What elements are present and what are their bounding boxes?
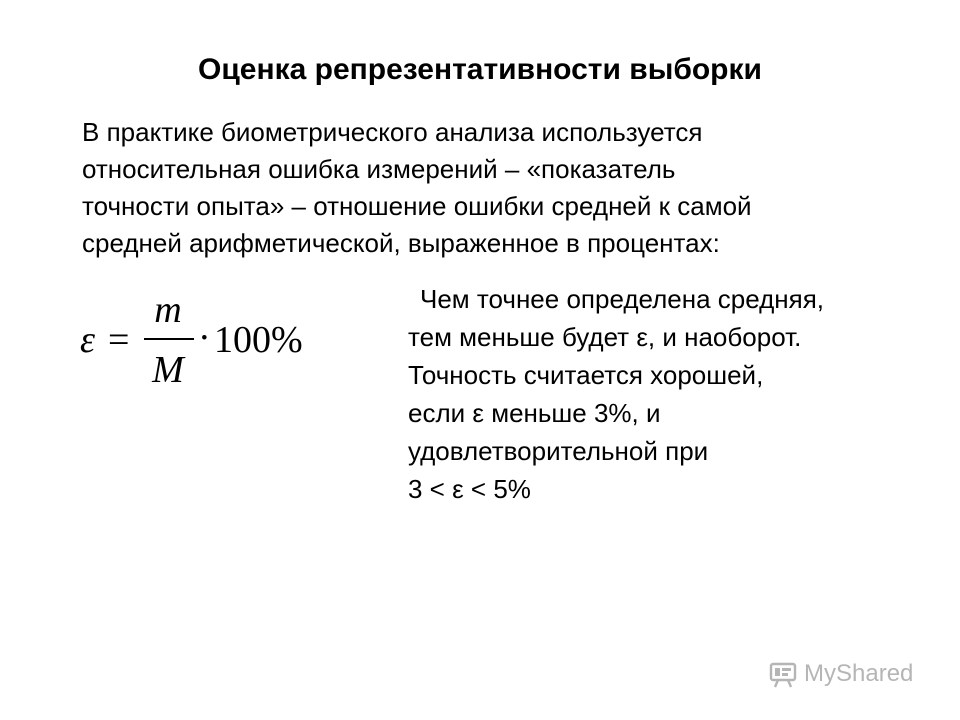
myshared-watermark [768, 656, 913, 692]
formula-multiply-dot: · [198, 317, 211, 359]
formula-denominator: M [152, 349, 184, 391]
formula-epsilon: ε [80, 319, 95, 361]
watermark-text: MyShared [804, 660, 914, 687]
note-line: 3 < ε < 5% [408, 474, 531, 504]
intro-line: В практике биометрического анализа используется [82, 117, 703, 147]
accuracy-note [408, 280, 928, 508]
note-line: тем меньше будет ε, и наоборот. [408, 322, 802, 352]
presentation-board-icon [768, 659, 798, 689]
slide-title: Оценка репрезентативности выборки [198, 53, 762, 86]
formula-numerator: m [154, 289, 182, 331]
note-line: удовлетворительной при [408, 436, 709, 466]
intro-line: точности опыта» – отношение ошибки средней к самой [82, 191, 752, 221]
note-line: Чем точнее определена средняя, [420, 284, 825, 314]
intro-paragraph [82, 114, 922, 262]
formula-graphic [80, 288, 340, 398]
formula-factor: 100% [214, 319, 303, 361]
relative-error-formula [80, 288, 340, 398]
intro-line: относительная ошибка измерений – «показатель [82, 154, 676, 184]
note-line: если ε меньше 3%, и [408, 398, 661, 428]
note-line: Точность считается хорошей, [408, 360, 764, 390]
formula-equals: = [108, 319, 130, 361]
intro-line: средней арифметической, выраженное в процентах: [82, 228, 720, 258]
